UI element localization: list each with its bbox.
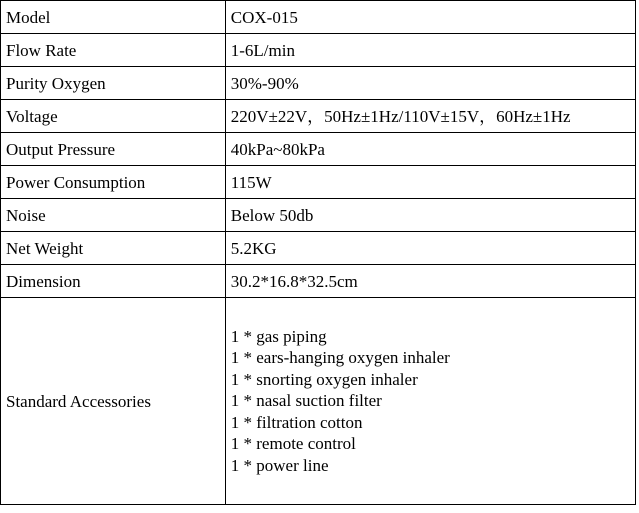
spec-value: Below 50db [225, 199, 635, 232]
spec-value: 40kPa~80kPa [225, 133, 635, 166]
spec-value: 220V±22V，50Hz±1Hz/110V±15V，60Hz±1Hz [225, 100, 635, 133]
spec-label: Net Weight [1, 232, 226, 265]
accessories-cell [225, 298, 635, 505]
accessory-item: 1 * nasal suction filter [230, 391, 382, 411]
accessory-item: 1 * filtration cotton [230, 412, 363, 432]
spec-value: 1-6L/min [225, 34, 635, 67]
spec-label: Voltage [1, 100, 226, 133]
accessory-list [231, 326, 635, 477]
spec-value: 30%-90% [225, 67, 635, 100]
spec-value: 30.2*16.8*32.5cm [225, 265, 635, 298]
spec-row-purity-oxygen [1, 67, 636, 100]
spec-label: Flow Rate [1, 34, 226, 67]
spec-row-power-consumption [1, 166, 636, 199]
spec-row-output-pressure [1, 133, 636, 166]
spec-row-noise [1, 199, 636, 232]
spec-row-flow-rate [1, 34, 636, 67]
spec-row-net-weight [1, 232, 636, 265]
spec-value: 5.2KG [225, 232, 635, 265]
spec-value: 115W [225, 166, 635, 199]
spec-label: Power Consumption [1, 166, 226, 199]
accessory-item: 1 * remote control [230, 434, 356, 454]
accessory-item: 1 * ears-hanging oxygen inhaler [230, 348, 450, 368]
spec-label: Model [1, 1, 226, 34]
spec-row-dimension [1, 265, 636, 298]
accessory-item: 1 * gas piping [230, 326, 327, 346]
spec-value: COX-015 [225, 1, 635, 34]
accessory-item: 1 * snorting oxygen inhaler [230, 369, 418, 389]
spec-label: Purity Oxygen [1, 67, 226, 100]
spec-row-standard-accessories [1, 298, 636, 505]
spec-row-voltage [1, 100, 636, 133]
spec-label: Dimension [1, 265, 226, 298]
spec-row-model [1, 1, 636, 34]
spec-label: Standard Accessories [1, 298, 226, 505]
spec-label: Output Pressure [1, 133, 226, 166]
accessory-item: 1 * power line [230, 455, 329, 475]
spec-label: Noise [1, 199, 226, 232]
